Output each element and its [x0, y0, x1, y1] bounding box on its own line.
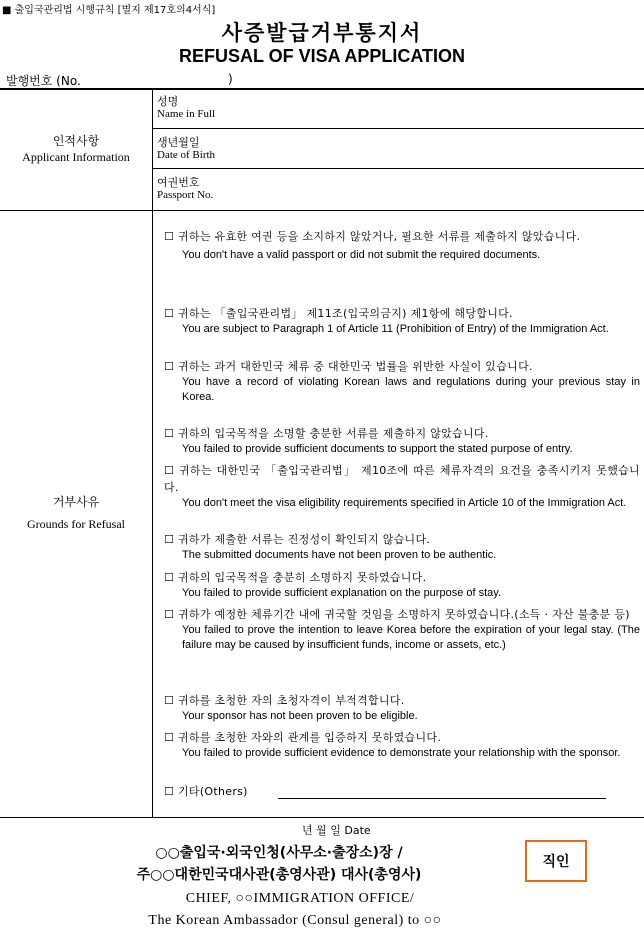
reason-en: You failed to provide sufficient explanation on the purpose of stay.	[182, 587, 502, 599]
issue-number	[6, 72, 233, 89]
title-english: REFUSAL OF VISA APPLICATION	[178, 46, 465, 66]
reason-en: Your sponsor has not been proven to be eligible.	[182, 710, 418, 722]
reason-en: You don't have a valid passport or did not submit the required documents.	[182, 249, 541, 261]
reason-item[interactable]	[164, 228, 640, 265]
reason-ko: ☐ 귀하는 「출입국관리법」 제11조(입국의금지) 제1항에 해당합니다.	[164, 305, 640, 322]
reason-en: You are subject to Paragraph 1 of Article 11 (Prohibition of Entry) of the Immigration Act.	[182, 323, 609, 335]
reason-ko: ☐ 귀하의 입국목적을 소명할 충분한 서류를 제출하지 않았습니다.	[164, 425, 640, 442]
reason-item[interactable]	[164, 425, 640, 457]
reason-item[interactable]	[164, 462, 640, 511]
signatory-ko-2: 주○○대한민국대사관(총영사관) 대사(총영사)	[136, 867, 422, 883]
reason-ko: ☐ 귀하의 입국목적을 충분히 소명하지 못하였습니다.	[164, 569, 640, 586]
signatory-en-2: The Korean Ambassador (Consul general) to ○○	[148, 913, 442, 928]
reason-ko: ☐ 귀하는 과거 대한민국 체류 중 대한민국 법률을 위반한 사실이 있습니다.	[164, 358, 640, 375]
reason-en: You failed to prove the intention to leave Korea before the expiration of your legal stay. (The failure may be caused by insufficient funds, income or assets, etc.)	[182, 624, 640, 651]
grounds-section-label	[0, 494, 152, 532]
reason-en: You failed to provide sufficient evidence to demonstrate your relationship with the sponsor.	[182, 747, 621, 759]
reason-item[interactable]	[164, 569, 640, 601]
reason-en: You failed to provide sufficient documents to support the stated purpose of entry.	[182, 443, 573, 455]
passport-label-en: Passport No.	[157, 189, 214, 201]
applicant-label-ko: 인적사항	[52, 134, 100, 148]
reason-ko: ☐ 귀하가 예정한 체류기간 내에 귀국할 것임을 소명하지 못하였습니다.(소득 · 자산 불충분 등)	[164, 606, 640, 623]
official-seal: 직인	[525, 840, 587, 882]
table-column-divider	[152, 89, 153, 817]
issue-number-label: 발행번호 (No.	[6, 74, 81, 88]
row-divider-name	[153, 128, 644, 129]
grounds-label-ko: 거부사유	[52, 495, 100, 509]
reason-ko: ☐ 귀하가 제출한 서류는 진정성이 확인되지 않습니다.	[164, 531, 640, 548]
reason-en: The submitted documents have not been proven to be authentic.	[182, 549, 497, 561]
name-field[interactable]	[157, 96, 215, 120]
applicant-section-label	[0, 133, 152, 165]
dob-label-en: Date of Birth	[157, 149, 216, 161]
issue-number-close: )	[228, 72, 233, 86]
applicant-label-en: Applicant Information	[22, 150, 130, 164]
others-input-line[interactable]	[278, 798, 606, 799]
reason-en: You don't meet the visa eligibility requirements specified in Article 10 of the Immigration Act.	[182, 497, 627, 509]
grounds-label-en: Grounds for Refusal	[27, 517, 125, 531]
reason-ko: ☐ 귀하를 초청한 자와의 관계를 입증하지 못하였습니다.	[164, 729, 640, 746]
reason-item[interactable]	[164, 729, 640, 761]
signatory-en-1: CHIEF, ○○IMMIGRATION OFFICE/	[185, 891, 415, 906]
date-line: 년 월 일 Date	[302, 824, 371, 837]
reason-en: You have a record of violating Korean laws and regulations during your previous stay in Korea.	[182, 376, 640, 403]
name-label-ko: 성명	[157, 95, 179, 108]
reason-item[interactable]	[164, 531, 640, 563]
passport-label-ko: 여권번호	[157, 176, 200, 189]
reason-ko: ☐ 귀하는 유효한 여권 등을 소지하지 않았거나, 필요한 서류를 제출하지 않았습니다.	[164, 228, 640, 245]
form-reference: ■ 출입국관리법 시행규칙 [별지 제17호의4서식]	[2, 5, 216, 16]
passport-field[interactable]	[157, 177, 213, 201]
reason-item[interactable]	[164, 305, 640, 337]
reason-item[interactable]	[164, 692, 640, 724]
reason-ko: ☐ 귀하는 대한민국 「출입국관리법」 제10조에 따른 체류자격의 요건을 충족시키지 못했습니다.	[164, 462, 640, 496]
dob-field[interactable]	[157, 137, 215, 161]
title-korean: 사증발급거부통지서	[221, 21, 423, 45]
others-label: ☐ 기타(Others)	[164, 783, 640, 800]
reason-ko: ☐ 귀하를 초청한 자의 초청자격이 부적격합니다.	[164, 692, 640, 709]
name-label-en: Name in Full	[157, 108, 216, 120]
reason-item[interactable]	[164, 358, 640, 405]
dob-label-ko: 생년월일	[157, 136, 200, 149]
row-divider-dob	[153, 168, 644, 169]
table-bottom-border	[0, 817, 644, 818]
section-divider	[0, 210, 644, 211]
table-top-border	[0, 88, 644, 90]
reason-item[interactable]	[164, 606, 640, 653]
signatory-ko-1: ○○출입국·외국인청(사무소·출장소)장 /	[155, 845, 403, 861]
